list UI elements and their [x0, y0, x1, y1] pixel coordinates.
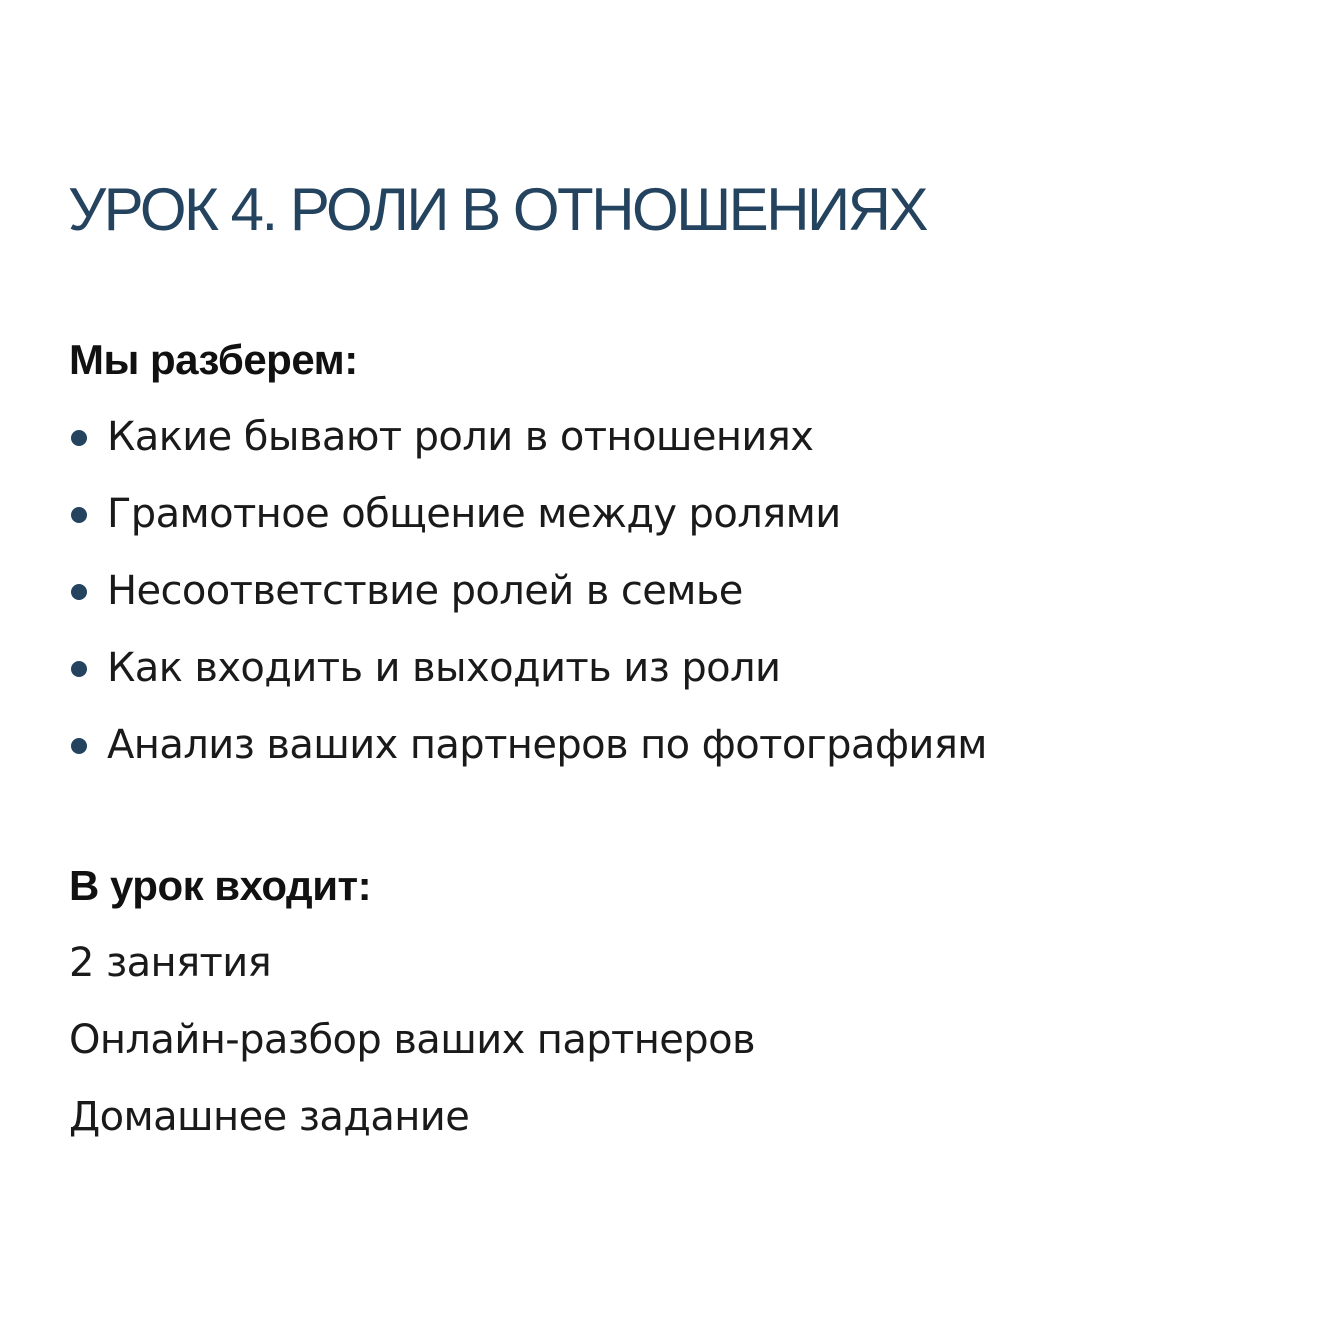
list-item — [69, 637, 781, 714]
topics-section — [69, 330, 987, 791]
includes-section — [69, 856, 755, 1163]
topics-list — [69, 406, 987, 791]
topic-text: Несоответствие ролей в семье — [107, 568, 743, 614]
list-item — [69, 714, 987, 791]
topic-text: Какие бывают роли в отношениях — [107, 414, 814, 460]
topic-text: Анализ ваших партнеров по фотографиям — [107, 722, 987, 768]
topic-text: Грамотное общение между ролями — [107, 491, 841, 537]
bullet-dot-icon — [71, 507, 87, 523]
bullet-dot-icon — [71, 738, 87, 754]
page-title: УРОК 4. РОЛИ В ОТНОШЕНИЯХ — [68, 176, 927, 243]
topic-text: Как входить и выходить из роли — [107, 645, 781, 691]
list-item: 2 занятия — [69, 940, 272, 986]
bullet-dot-icon — [71, 661, 87, 677]
bullet-dot-icon — [71, 584, 87, 600]
bullet-dot-icon — [71, 430, 87, 446]
list-item — [69, 560, 743, 637]
list-item — [69, 483, 841, 560]
list-item: Онлайн-разбор ваших партнеров — [69, 1017, 755, 1063]
includes-heading: В урок входит: — [69, 862, 372, 909]
topics-heading: Мы разберем: — [69, 336, 358, 383]
includes-list — [69, 932, 755, 1163]
list-item — [69, 406, 814, 483]
list-item: Домашнее задание — [69, 1094, 470, 1140]
